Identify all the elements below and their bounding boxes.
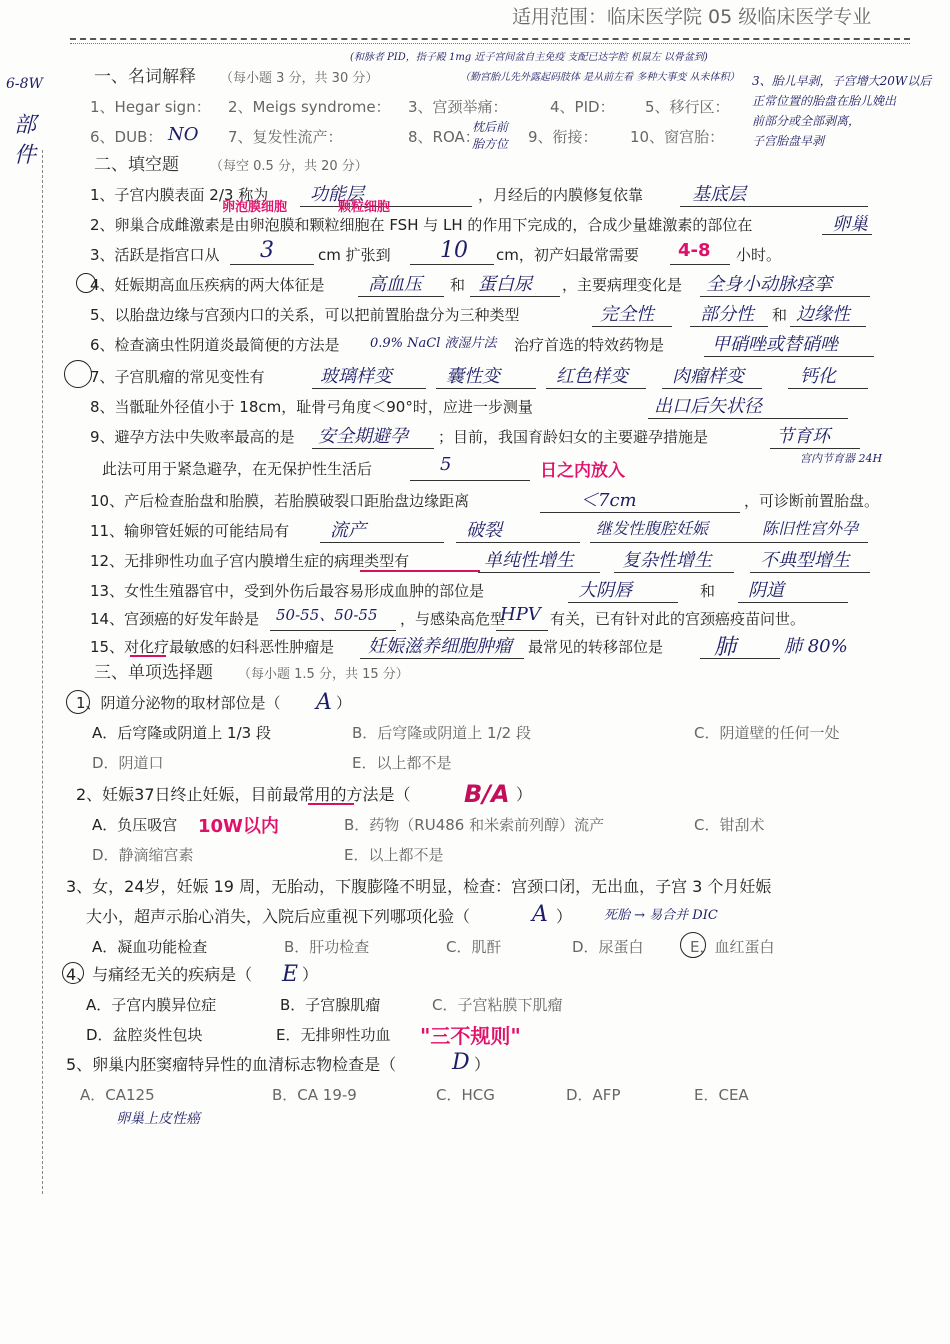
mc-q2-stem: 2、妊娠37日终止妊娠，目前最常用的方法是（ xyxy=(76,785,411,804)
fill-q7-answer-1: 玻璃样变 xyxy=(320,366,392,387)
fill-q8-text: 8、当骶耻外径值小于 18cm，耻骨弓角度＜90°时，应进一步测量 xyxy=(90,398,533,416)
mc-q2-option-d: D．静滴缩宫素 xyxy=(92,846,194,864)
red-underline xyxy=(308,803,354,805)
mc-q3-option-e: E．血红蛋白 xyxy=(690,938,775,956)
fill-q11-answer-1: 流产 xyxy=(330,520,366,541)
fill-q4-text-a: 4、妊娠期高血压疾病的两大体征是 xyxy=(90,276,325,294)
mc-q4-option-a: A．子宫内膜异位症 xyxy=(86,996,217,1014)
fill-q13-text-b: 和 xyxy=(700,582,716,600)
margin-note-weeks: 6-8W xyxy=(6,76,43,92)
top-handwritten-note-1: (和脉者 PID，指子殿 1mg 近子宫间盆自主免疫 支配已达字腔 机鼠左 以骨盆到) xyxy=(350,52,708,63)
fill-q7-text: 7、子宫肌瘤的常见变性有 xyxy=(90,368,265,386)
red-underline xyxy=(360,570,480,572)
section3-title: 三、单项选择题 xyxy=(94,663,213,683)
fill-q3-answer-3: 4-8 xyxy=(678,240,711,261)
fill-q13-text-a: 13、女性生殖器官中，受到外伤后最容易形成血肿的部位是 xyxy=(90,582,485,600)
fill-q3-answer-2: 10 xyxy=(440,238,468,263)
fill-q9-answer-3: 5 xyxy=(440,454,452,475)
fill-q4-answer-1: 高血压 xyxy=(368,274,422,295)
fill-q13-blank-1 xyxy=(568,602,678,603)
mc-q4-option-c: C．子宫粘膜下肌瘤 xyxy=(432,996,563,1014)
fill-q11-text: 11、输卵管妊娠的可能结局有 xyxy=(90,522,290,540)
mc-q4-red-note: "三不规则" xyxy=(420,1024,521,1048)
fill-q14-blank-2 xyxy=(496,630,548,631)
fill-q3-blank-1 xyxy=(230,264,314,265)
fill-q9-blank-3 xyxy=(410,480,530,481)
scope-header: 适用范围：临床医学院 05 级临床医学专业 xyxy=(512,6,872,28)
fill-q5-blank-2 xyxy=(690,326,768,327)
mc-q1-close: ） xyxy=(336,694,352,712)
fill-q14-blank xyxy=(270,630,396,631)
fill-q4-blank-2 xyxy=(470,296,560,297)
fill-q7-answer-2: 囊性变 xyxy=(446,366,500,387)
binding-margin-line xyxy=(42,150,43,1194)
fill-q8-answer: 出口后矢状径 xyxy=(654,396,762,417)
hw-right-note-1: 3、胎儿早剥，子宫增大20W以后 xyxy=(752,74,932,88)
fill-q6-answer-1: 0.9% NaCl 液湿片法 xyxy=(370,336,497,351)
mc-q5-option-b: B．CA 19-9 xyxy=(272,1086,357,1104)
fill-q4-answer-2: 蛋白尿 xyxy=(478,274,532,295)
fill-q11-blank-3 xyxy=(590,542,868,543)
section2-title: 二、填空题 xyxy=(94,155,179,175)
fill-q8-blank xyxy=(648,418,848,419)
fill-q11-answer-4: 陈旧性宫外孕 xyxy=(762,519,859,538)
fill-q6-text-a: 6、检查滴虫性阴道炎最简便的方法是 xyxy=(90,336,340,354)
fill-q12-answer-3: 不典型增生 xyxy=(760,550,850,571)
fill-q10-answer: ＜7cm xyxy=(580,490,637,511)
term-6: 6、DUB： xyxy=(90,128,163,146)
term-5: 5、移行区： xyxy=(645,98,730,116)
hw-roa-answer: 枕后前 胎方位 xyxy=(472,120,509,151)
fill-q15-answer-2: 肺 xyxy=(714,635,737,660)
fill-q4-blank-3 xyxy=(700,296,870,297)
mc-q5-option-c: C．HCG xyxy=(436,1086,495,1104)
fill-q1-answer-1: 功能层 xyxy=(310,184,364,205)
fill-q15-blank-2 xyxy=(700,658,780,659)
fill-q12-answer-1: 单纯性增生 xyxy=(484,550,574,571)
fill-q1-text-a: 1、子宫内膜表面 2/3 称为 xyxy=(90,186,269,204)
mc-q3-option-d: D．尿蛋白 xyxy=(572,938,644,956)
mc-q4-close: ） xyxy=(302,965,319,984)
fill-q14-text-c: 有关，已有针对此的宫颈癌疫苗问世。 xyxy=(550,610,806,628)
red-note-granulosa-cells: 颗粒细胞 xyxy=(338,200,391,215)
mc-q5-hw-note: 卵巢上皮性癌 xyxy=(116,1111,200,1127)
fill-q11-answer-2: 破裂 xyxy=(466,520,502,541)
section1-title: 一、名词解释 xyxy=(94,67,196,87)
mc-q3-answer: A xyxy=(532,902,548,927)
fill-q10-text-a: 10、产后检查胎盘和胎膜，若胎膜破裂口距胎盘边缘距离 xyxy=(90,492,470,510)
fill-q11-blank-1 xyxy=(320,542,444,543)
fill-q14-text-b: ，与感染高危型 xyxy=(400,610,506,628)
mc-q3-stem-2: 大小，超声示胎心消失，入院后应重视下列哪项化验（ xyxy=(86,907,471,926)
mc-q5-stem: 5、卵巢内胚窦瘤特异性的血清标志物检查是（ xyxy=(66,1055,397,1074)
term-10: 10、窗宫胎： xyxy=(630,128,725,146)
fill-q7-blank-5 xyxy=(788,388,868,389)
mc-q2-option-b: B．药物（RU486 和米索前列醇）流产 xyxy=(344,816,605,834)
fill-q3-text-d: 小时。 xyxy=(736,246,782,264)
fill-q5-blank-1 xyxy=(592,326,672,327)
question-circle-mark xyxy=(64,360,92,388)
term-4: 4、PID： xyxy=(550,98,615,116)
header-rule-dotted xyxy=(70,43,910,44)
header-rule xyxy=(70,38,910,40)
fill-q5-blank-3 xyxy=(790,326,866,327)
mc-q4-option-e: E．无排卵性功血 xyxy=(276,1026,391,1044)
fill-q9-blank-2 xyxy=(770,448,860,449)
mc-q2-option-e: E．以上都不是 xyxy=(344,846,444,864)
fill-q3-blank-3 xyxy=(670,264,730,265)
fill-q7-answer-3: 红色样变 xyxy=(556,366,628,387)
mc-q2-answer: B/A xyxy=(464,780,510,808)
term-7: 7、复发性流产： xyxy=(228,128,343,146)
mc-q2-option-a: A．负压吸宫 xyxy=(92,816,178,834)
fill-q12-answer-2: 复杂性增生 xyxy=(622,550,712,571)
fill-q6-blank-2 xyxy=(704,356,874,357)
mc-q3-option-a: A．凝血功能检查 xyxy=(92,938,208,956)
fill-q3-answer-1: 3 xyxy=(260,238,274,263)
fill-q15-answer-3: 肺 80% xyxy=(784,636,848,657)
fill-q7-answer-5: 钙化 xyxy=(800,366,836,387)
mc-q2-red-note: 10W以内 xyxy=(198,816,279,837)
mc-q5-option-e: E．CEA xyxy=(694,1086,749,1104)
fill-q10-blank xyxy=(540,512,740,513)
red-note-theca-cells: 卵泡膜细胞 xyxy=(222,200,288,215)
hw-right-note-2: 正常位置的胎盘在胎儿娩出 xyxy=(752,94,897,108)
hw-dub-answer: NO xyxy=(168,124,199,145)
term-1: 1、Hegar sign： xyxy=(90,98,211,116)
mc-q4-option-b: B．子宫腺肌瘤 xyxy=(280,996,381,1014)
fill-q12-blank-3 xyxy=(750,572,870,573)
mc-q3-hw-note: 死胎 → 易合并 DIC xyxy=(604,908,718,923)
top-handwritten-note-2: （勤宫胎儿先外露起码肢体 是从前左看 多种大事变 从未体积） xyxy=(460,72,740,83)
fill-q7-blank-1 xyxy=(312,388,426,389)
fill-q7-blank-3 xyxy=(546,388,646,389)
section2-note: （每空 0.5 分，共 20 分） xyxy=(210,159,368,174)
fill-q2-answer: 卵巢 xyxy=(832,214,868,235)
fill-q1-answer-2: 基底层 xyxy=(692,184,746,205)
mc-q1-option-a: A．后穹隆或阴道上 1/3 段 xyxy=(92,724,271,742)
fill-q12-blank-1 xyxy=(478,572,600,573)
fill-q11-blank-2 xyxy=(456,542,580,543)
mc-q5-close: ） xyxy=(474,1055,491,1074)
fill-q5-answer-3: 边缘性 xyxy=(796,304,850,325)
fill-q3-text-a: 3、活跃是指宫口从 xyxy=(90,246,220,264)
fill-q1-text-b: ，月经后的内膜修复依靠 xyxy=(478,186,644,204)
mc-q1-stem: 1、阴道分泌物的取材部位是（ xyxy=(76,694,281,712)
term-2: 2、Meigs syndrome： xyxy=(228,98,391,116)
margin-note-2: 件 xyxy=(14,143,37,168)
fill-q12-blank-2 xyxy=(614,572,734,573)
fill-q4-answer-3: 全身小动脉痉挛 xyxy=(706,274,832,295)
fill-q15-text-b: 最常见的转移部位是 xyxy=(528,638,664,656)
red-underline xyxy=(130,655,166,657)
fill-q9-red-note: 日之内放入 xyxy=(540,461,625,481)
fill-q14-answer-2: HPV xyxy=(500,604,541,625)
mc-q2-option-c: C．钳刮术 xyxy=(694,816,765,834)
hw-right-note-3: 前部分或全部剥离， xyxy=(752,114,861,128)
fill-q11-answer-3: 继发性腹腔妊娠 xyxy=(596,519,709,538)
mc-q3-close: ） xyxy=(556,907,573,926)
margin-note-1: 部 xyxy=(14,113,37,138)
fill-q12-text: 12、无排卵性功血子宫内膜增生症的病理类型有 xyxy=(90,552,410,570)
fill-q9-text-c: 此法可用于紧急避孕，在无保护性生活后 xyxy=(102,460,373,478)
fill-q7-answer-4: 肉瘤样变 xyxy=(672,366,744,387)
fill-q9-text-b: ；目前，我国育龄妇女的主要避孕措施是 xyxy=(438,428,709,446)
mc-q5-option-a: A．CA125 xyxy=(80,1086,155,1104)
fill-q9-answer-2: 节育环 xyxy=(776,426,830,447)
fill-q15-blank xyxy=(360,658,524,659)
fill-q13-answer-2: 阴道 xyxy=(748,580,784,601)
mc-q1-option-b: B．后穹隆或阴道上 1/2 段 xyxy=(352,724,531,742)
fill-q9-text-a: 9、避孕方法中失败率最高的是 xyxy=(90,428,295,446)
fill-q6-answer-2: 甲硝唑或替硝唑 xyxy=(712,334,838,355)
fill-q7-blank-4 xyxy=(662,388,762,389)
mc-q3-stem-1: 3、女，24岁，妊娠 19 周，无胎动，下腹膨隆不明显，检查：宫颈口闭，无出血，子宫 3 个月妊娠 xyxy=(66,877,772,896)
fill-q15-text-a: 15、对化疗最敏感的妇科恶性肿瘤是 xyxy=(90,638,335,656)
fill-q4-blank-1 xyxy=(358,296,444,297)
fill-q10-text-b: ，可诊断前置胎盘。 xyxy=(744,492,880,510)
fill-q13-blank-2 xyxy=(738,602,848,603)
term-8: 8、ROA： xyxy=(408,128,480,146)
fill-q13-answer-1: 大阴唇 xyxy=(578,580,632,601)
section1-note: （每小题 3 分，共 30 分） xyxy=(220,71,379,86)
mc-q3-option-c: C．肌酐 xyxy=(446,938,502,956)
fill-q9-answer-1: 安全期避孕 xyxy=(318,426,408,447)
fill-q5-answer-1: 完全性 xyxy=(600,304,654,325)
fill-q5-answer-2: 部分性 xyxy=(700,304,754,325)
mc-q1-answer: A xyxy=(316,690,332,715)
fill-q2-blank xyxy=(822,234,872,235)
mc-q1-option-e: E．以上都不是 xyxy=(352,754,452,772)
mc-q2-close: ） xyxy=(516,785,533,804)
section3-note: （每小题 1.5 分，共 15 分） xyxy=(238,667,409,682)
mc-q3-option-b: B．肝功检查 xyxy=(284,938,370,956)
fill-q5-text-b: 和 xyxy=(772,306,788,324)
term-9: 9、衔接： xyxy=(528,128,598,146)
mc-q4-option-d: D．盆腔炎性包块 xyxy=(86,1026,203,1044)
mc-q4-answer: E xyxy=(282,962,299,987)
mc-q5-option-d: D．AFP xyxy=(566,1086,621,1104)
mc-q1-option-d: D．阴道口 xyxy=(92,754,164,772)
fill-q14-answer: 50-55、50-55 xyxy=(276,606,378,624)
fill-q4-text-b: 和 xyxy=(450,276,466,294)
mc-q1-option-c: C．阴道壁的任何一处 xyxy=(694,724,840,742)
mc-q4-stem: 4、与痛经无关的疾病是（ xyxy=(66,965,253,984)
fill-q9-blank-1 xyxy=(312,448,434,449)
fill-q9-note: 宫内节育器 24H xyxy=(800,452,883,465)
fill-q14-text-a: 14、宫颈癌的好发年龄是 xyxy=(90,610,260,628)
fill-q3-blank-2 xyxy=(410,264,494,265)
fill-q5-text-a: 5、以胎盘边缘与宫颈内口的关系，可以把前置胎盘分为三种类型 xyxy=(90,306,520,324)
fill-q3-text-c: cm，初产妇最常需要 xyxy=(496,246,639,264)
term-3: 3、宫颈举痛： xyxy=(408,98,508,116)
fill-q4-text-c: ，主要病理变化是 xyxy=(562,276,683,294)
mc-q5-answer: D xyxy=(452,1050,470,1075)
fill-q2-text: 2、卵巢合成雌激素是由卵泡膜和颗粒细胞在 FSH 与 LH 的作用下完成的，合成少量雄激素的部位在 xyxy=(90,216,753,234)
fill-q15-answer: 妊娠滋养细胞肿瘤 xyxy=(368,636,512,657)
fill-q3-text-b: cm 扩张到 xyxy=(318,246,391,264)
fill-q1-blank-2 xyxy=(680,206,868,207)
hw-right-note-4: 子宫胎盘早剥 xyxy=(752,134,825,148)
fill-q6-text-b: 治疗首选的特效药物是 xyxy=(514,336,665,354)
fill-q7-blank-2 xyxy=(436,388,536,389)
